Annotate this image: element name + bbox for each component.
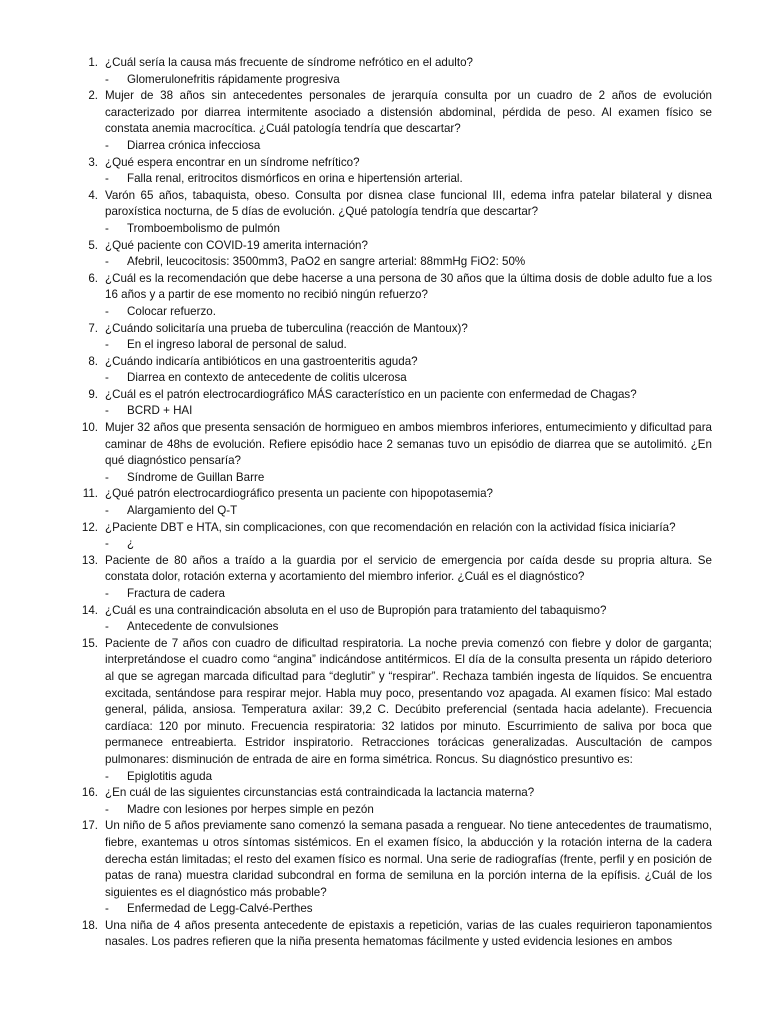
answer-bullet: - — [105, 587, 109, 600]
question-number-label: 11. — [82, 487, 98, 501]
answer-item — [62, 370, 712, 387]
answer-item — [62, 470, 712, 487]
question-item — [62, 155, 712, 172]
question-text: Mujer de 38 años sin antecedentes personales de jerarquía consulta por un cuadro de 2 años de evolución caracterizado por diarrea intermitente asociado a distensión abdominal, pérdida de peso. Al examen físico se constata anemia macrocítica. ¿Cuál patología tendría que descartar? — [105, 89, 712, 136]
answer-item — [62, 337, 712, 354]
answer-text: En el ingreso laboral de personal de salud. — [127, 338, 347, 352]
answer-text: Tromboembolismo de pulmón — [127, 221, 280, 235]
answer-text: Colocar refuerzo. — [127, 304, 216, 318]
answer-bullet: - — [105, 371, 109, 385]
answer-item — [62, 403, 712, 420]
answer-text: ¿ — [127, 537, 135, 551]
question-text: Mujer 32 años que presenta sensación de hormigueo en ambos miembros inferiores, entumecimiento y dificultad para caminar de 48hs de evolución. Refiere episódio hace 2 semanas tuvo un episódio de diarrea que se autolimitó. ¿En qué diagnóstico pensaría? — [105, 421, 712, 468]
question-text: ¿En cuál de las siguientes circunstancias está contraindicada la lactancia materna? — [105, 786, 535, 800]
question-number — [62, 387, 98, 404]
question-text: ¿Paciente DBT e HTA, sin complicaciones, con que recomendación en relación con la actividad física iniciaría? — [105, 520, 676, 534]
question-item — [62, 520, 712, 537]
question-text: ¿Qué espera encontrar en un síndrome nefrítico? — [105, 155, 360, 169]
question-text: Paciente de 7 años con cuadro de dificultad respiratoria. La noche previa comenzó con fiebre y dolor de garganta; interpretándose el cuadro como “angina” indicándose antitérmicos. El día de la consulta presenta un rápido deterioro al que se agregan marcada dificultad para “deglutir” y “respirar”. Rechaza también ingesta de líquidos. Se encuentra excitada, sentándose para respirar mejor. Habla muy poco, presentando voz apagada. Al examen físico: Mal estado general, pálida, ansiosa. Temperatura axilar: 39,2 C. Decúbito preferencial (sentada hacia adelante). Frecuencia cardíaca: 120 por minuto. Frecuencia respiratoria: 32 latidos por minuto. Escurrimiento de saliva por boca que permanece entreabierta. Estridor inspiratorio. Retracciones torácicas generalizadas. Auscultación de campos pulmonares: disminución de entrada de aire en forma simétrica. Roncus. Su diagnóstico presuntivo es: — [105, 636, 712, 766]
question-number — [62, 55, 98, 72]
question-number-label: 14. — [81, 603, 98, 617]
question-number — [62, 420, 98, 470]
answer-item — [62, 769, 712, 786]
answer-item — [62, 619, 712, 636]
question-number — [62, 155, 98, 172]
answer-bullet: - — [105, 902, 109, 916]
question-number-label: 16. — [81, 786, 98, 800]
answer-bullet: - — [105, 470, 109, 484]
question-item — [62, 818, 712, 901]
answer-text: Enfermedad de Legg-Calvé-Perthes — [127, 902, 313, 916]
question-number — [62, 818, 98, 901]
question-item — [62, 354, 712, 371]
question-number-label: 6. — [88, 271, 98, 285]
question-number-label: 2. — [88, 89, 98, 103]
question-text: ¿Cuál es el patrón electrocardiográfico MÁS característico en un paciente con enfermedad de Chagas? — [105, 387, 637, 401]
question-text: ¿Cuándo indicaría antibióticos en una gastroenteritis aguda? — [105, 354, 418, 368]
answer-item — [62, 171, 712, 188]
question-number — [62, 88, 98, 138]
answer-bullet: - — [105, 802, 109, 816]
question-number-label: 9. — [88, 387, 98, 401]
answer-bullet: - — [105, 620, 109, 634]
question-text: ¿Qué paciente con COVID-19 amerita internación? — [105, 238, 368, 252]
question-text: Un niño de 5 años previamente sano comenzó la semana pasada a renguear. No tiene antecedentes de traumatismo, fiebre, exantemas u otros síntomas sistémicos. En el examen físico, la abducción y la rotación interna de la cadera derecha están limitadas; el resto del examen físico es normal. Una serie de radiografías (frente, perfil y en posición de patas de rana) muestra claridad subcondral en forma de semiluna en la porción interna de la epífisis. ¿Cuál de los siguientes es el diagnóstico más probable? — [105, 819, 712, 899]
answer-item — [62, 138, 712, 155]
answer-text: Alargamiento del Q-T — [127, 504, 238, 518]
answer-bullet: - — [105, 72, 109, 86]
question-number — [62, 238, 98, 255]
answer-bullet: - — [105, 769, 109, 783]
answer-item — [62, 901, 712, 918]
question-item — [62, 321, 712, 338]
question-number — [62, 354, 98, 371]
question-text: ¿Cuál sería la causa más frecuente de síndrome nefrótico en el adulto? — [105, 56, 473, 69]
question-number-label: 10. — [81, 421, 98, 435]
answer-text: Madre con lesiones por herpes simple en pezón — [127, 802, 374, 816]
question-number — [62, 603, 98, 620]
question-item — [62, 387, 712, 404]
question-item — [62, 420, 712, 470]
answer-bullet: - — [105, 404, 109, 418]
question-item — [62, 271, 712, 304]
question-number — [62, 321, 98, 338]
answer-item — [62, 802, 712, 819]
answer-item — [62, 586, 712, 603]
answer-text: Diarrea en contexto de antecedente de colitis ulcerosa — [127, 371, 407, 385]
answer-text: Glomerulonefritis rápidamente progresiva — [127, 72, 340, 86]
question-number-label: 13. — [81, 553, 98, 567]
answer-text: Síndrome de Guillan Barre — [127, 470, 265, 484]
question-number — [62, 520, 98, 537]
question-item — [62, 603, 712, 620]
question-item — [62, 785, 712, 802]
question-number — [62, 486, 98, 503]
question-list — [62, 55, 712, 951]
answer-item — [62, 72, 712, 89]
question-item — [62, 918, 712, 951]
answer-bullet: - — [105, 221, 109, 235]
answer-item — [62, 221, 712, 238]
question-text: ¿Cuándo solicitaría una prueba de tuberculina (reacción de Mantoux)? — [105, 321, 468, 335]
question-item — [62, 553, 712, 586]
question-text: ¿Cuál es la recomendación que debe hacerse a una persona de 30 años que la última dosis de doble adulto fue a los 16 años y a partir de ese momento no recibió ningún refuerzo? — [105, 271, 712, 302]
question-number-label: 17. — [81, 819, 98, 833]
answer-item — [62, 536, 712, 553]
question-number-label: 18. — [81, 918, 98, 932]
question-text: ¿Cuál es una contraindicación absoluta en el uso de Bupropión para tratamiento del tabaquismo? — [105, 603, 607, 617]
answer-bullet: - — [105, 338, 109, 352]
answer-text: Epiglotitis aguda — [127, 769, 213, 783]
question-number-label: 15. — [81, 636, 98, 650]
question-item — [62, 636, 712, 769]
question-number — [62, 553, 98, 586]
answer-bullet: - — [105, 138, 109, 152]
answer-text: Afebril, leucocitosis: 3500mm3, PaO2 en sangre arterial: 88mmHg FiO2: 50% — [127, 255, 526, 269]
answer-bullet: - — [105, 255, 109, 269]
answer-bullet: - — [105, 304, 109, 318]
answer-bullet: - — [105, 537, 109, 551]
answer-bullet: - — [105, 504, 109, 518]
question-number — [62, 785, 98, 802]
question-item — [62, 55, 712, 72]
question-item — [62, 238, 712, 255]
question-number — [62, 918, 98, 951]
answer-text: Diarrea crónica infecciosa — [127, 138, 261, 152]
question-number-label: 7. — [88, 321, 98, 335]
answer-item — [62, 254, 712, 271]
answer-item — [62, 503, 712, 520]
question-number-label: 1. — [88, 56, 98, 69]
question-text: Paciente de 80 años a traído a la guardia por el servicio de emergencia por caída desde su propria altura. Se constata dolor, rotación externa y acortamiento del miembro inferior. ¿Cuál es el diagnóstico? — [105, 553, 712, 584]
question-number — [62, 271, 98, 304]
question-number — [62, 636, 98, 769]
answer-text: BCRD + HAI — [127, 404, 193, 418]
answer-text: Falla renal, eritrocitos dismórficos en orina e hipertensión arterial. — [127, 172, 463, 186]
question-number-label: 12. — [81, 520, 98, 534]
question-item — [62, 188, 712, 221]
question-text: ¿Qué patrón electrocardiográfico presenta un paciente con hipopotasemia? — [105, 487, 493, 501]
answer-text: Antecedente de convulsiones — [127, 620, 279, 634]
question-text: Varón 65 años, tabaquista, obeso. Consulta por disnea clase funcional III, edema infra patelar bilateral y disnea paroxística nocturna, de 5 días de evolución. ¿Qué patología tendría que descartar? — [105, 188, 712, 219]
question-item — [62, 88, 712, 138]
question-item — [62, 486, 712, 503]
answer-item — [62, 304, 712, 321]
answer-text: Fractura de cadera — [127, 587, 225, 600]
question-number-label: 3. — [88, 155, 98, 169]
question-number-label: 8. — [88, 354, 98, 368]
question-number-label: 5. — [88, 238, 98, 252]
question-text: Una niña de 4 años presenta antecedente de epistaxis a repetición, varias de las cuales requirieron taponamientos nasales. Los padres refieren que la niña presenta hematomas fácilmente y usted evidencia lesiones en ambos — [105, 918, 712, 949]
answer-bullet: - — [105, 172, 109, 186]
question-number-label: 4. — [88, 188, 98, 202]
question-number — [62, 188, 98, 221]
